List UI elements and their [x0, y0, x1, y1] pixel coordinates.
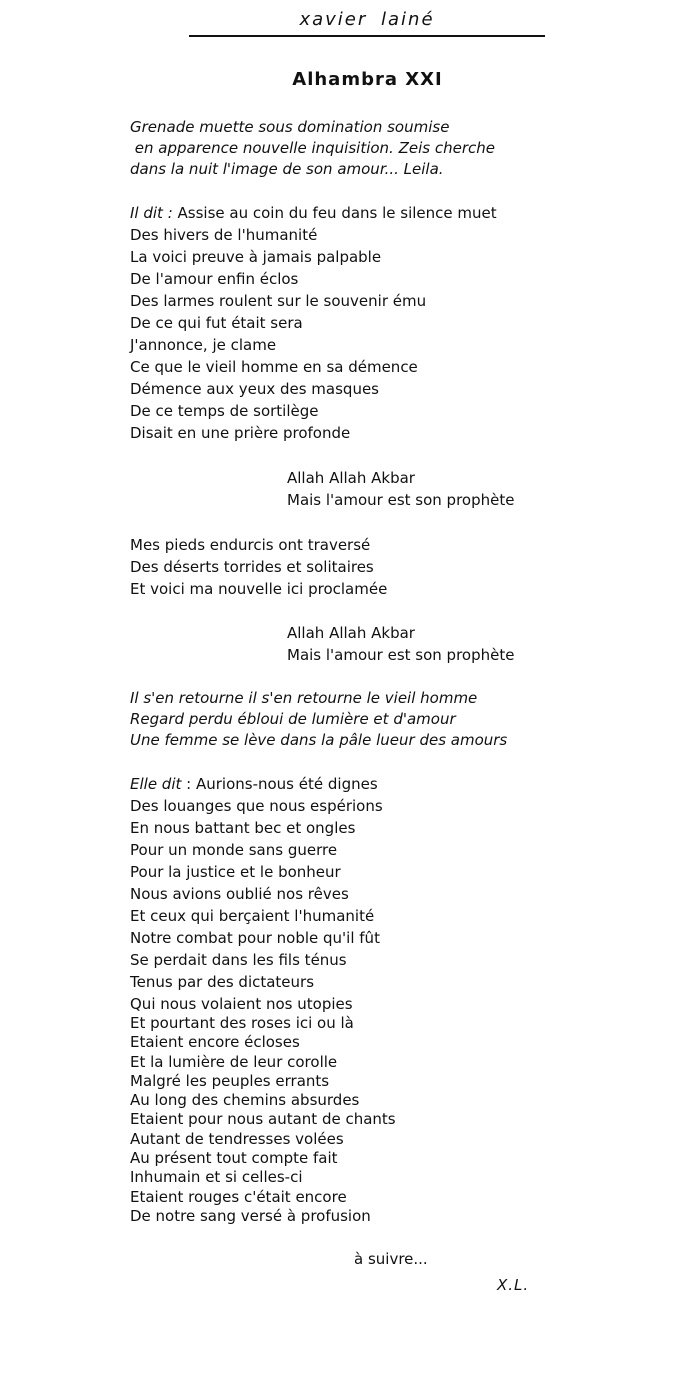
- verse-line: De notre sang versé à profusion: [130, 1206, 371, 1225]
- verse-line: Inhumain et si celles-ci: [130, 1168, 303, 1187]
- first-line-text: : Aurions-nous été dignes: [181, 775, 378, 793]
- refrain-line: Mais l'amour est son prophète: [287, 491, 515, 509]
- refrain-1: [287, 467, 514, 511]
- verse-line: Ce que le vieil homme en sa démence: [130, 358, 418, 376]
- verse-line: De l'amour enfin éclos: [130, 270, 299, 288]
- stanza-1: [130, 202, 497, 444]
- verse-line: Et la lumière de leur corolle: [130, 1052, 338, 1071]
- speaker-label: Elle dit: [130, 775, 182, 793]
- stanza-3-first-line: [130, 773, 383, 795]
- stanza-1-first-line: [130, 202, 497, 224]
- intro-line: Grenade muette sous domination soumise: [130, 118, 450, 136]
- verse-line: De ce qui fut était sera: [130, 314, 303, 332]
- verse-line: Des déserts torrides et solitaires: [130, 558, 374, 576]
- stanza-2: [130, 534, 387, 600]
- intro-line: dans la nuit l'image de son amour... Leila.: [130, 160, 444, 178]
- verse-line: Des larmes roulent sur le souvenir ému: [130, 292, 427, 310]
- refrain-line: Allah Allah Akbar: [287, 624, 415, 642]
- signature: X.L.: [497, 1276, 530, 1294]
- stanza-3a: [130, 773, 383, 1015]
- verse-line: Tenus par des dictateurs: [130, 973, 315, 991]
- interlude-line: Il s'en retourne il s'en retourne le vieil homme: [130, 689, 478, 707]
- verse-line: En nous battant bec et ongles: [130, 819, 356, 837]
- speaker-label: Il dit :: [130, 204, 173, 222]
- verse-line: De ce temps de sortilège: [130, 402, 319, 420]
- verse-line: Des hivers de l'humanité: [130, 226, 318, 244]
- verse-line: Autant de tendresses volées: [130, 1129, 344, 1148]
- verse-line: Pour la justice et le bonheur: [130, 863, 341, 881]
- verse-line: Etaient pour nous autant de chants: [130, 1110, 396, 1129]
- interlude-line: Une femme se lève dans la pâle lueur des amours: [130, 731, 508, 749]
- verse-line: Se perdait dans les fils ténus: [130, 951, 347, 969]
- verse-line: Qui nous volaient nos utopies: [130, 995, 353, 1013]
- verse-line: J'annonce, je clame: [130, 336, 277, 354]
- verse-line: Mes pieds endurcis ont traversé: [130, 536, 371, 554]
- verse-line: Des louanges que nous espérions: [130, 797, 383, 815]
- verse-line: La voici preuve à jamais palpable: [130, 248, 382, 266]
- intro-line: en apparence nouvelle inquisition. Zeis cherche: [130, 139, 495, 157]
- refrain-line: Allah Allah Akbar: [287, 469, 415, 487]
- interlude-line: Regard perdu ébloui de lumière et d'amour: [130, 710, 456, 728]
- refrain-line: Mais l'amour est son prophète: [287, 646, 515, 664]
- verse-line: Au long des chemins absurdes: [130, 1091, 360, 1110]
- author-header: xavier lainé: [189, 8, 545, 37]
- verse-line: Nous avions oublié nos rêves: [130, 885, 349, 903]
- interlude-stanza: [130, 688, 507, 751]
- verse-line: Au présent tout compte fait: [130, 1149, 338, 1168]
- verse-line: Et voici ma nouvelle ici proclamée: [130, 580, 388, 598]
- verse-line: Pour un monde sans guerre: [130, 841, 338, 859]
- verse-line: Et ceux qui berçaient l'humanité: [130, 907, 375, 925]
- stanza-3b: [130, 1014, 396, 1226]
- verse-line: Malgré les peuples errants: [130, 1071, 330, 1090]
- to-be-continued: à suivre...: [354, 1250, 428, 1268]
- verse-line: Notre combat pour noble qu'il fût: [130, 929, 380, 947]
- verse-line: Et pourtant des roses ici ou là: [130, 1014, 354, 1032]
- refrain-2: [287, 622, 514, 666]
- intro-stanza: [130, 117, 495, 180]
- verse-line: Disait en une prière profonde: [130, 424, 351, 442]
- verse-line: Etaient rouges c'était encore: [130, 1187, 347, 1206]
- verse-line: Démence aux yeux des masques: [130, 380, 379, 398]
- poem-title: Alhambra XXI: [292, 69, 443, 90]
- verse-line: Etaient encore écloses: [130, 1033, 300, 1052]
- first-line-text: Assise au coin du feu dans le silence muet: [172, 204, 497, 222]
